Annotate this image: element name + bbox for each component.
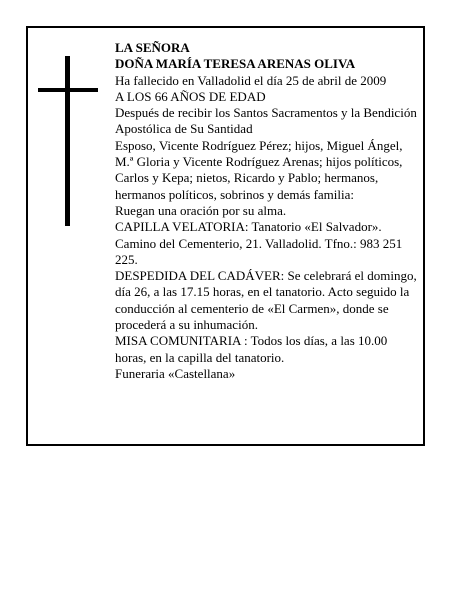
cross-vertical-bar [65, 56, 70, 226]
obituary-notice [26, 26, 425, 446]
cross-horizontal-bar [38, 88, 98, 92]
prayer-request: Ruegan una oración por su alma. [115, 202, 287, 218]
notice-heading: LA SEÑORA [115, 40, 190, 55]
funeral-home: Funeraria «Castellana» [115, 365, 236, 381]
mass-info: MISA COMUNITARIA : Todos los días, a las 10.00 horas, en la capilla del tanatorio. [115, 333, 388, 365]
death-statement: Ha fallecido en Valladolid el día 25 de abril de 2009 [115, 72, 387, 88]
chapel-info: CAPILLA VELATORIA: Tanatorio «El Salvador». Camino del Cementerio, 21. Valladolid. Tfno.: 983 251 225. [115, 219, 403, 267]
farewell-info: DESPEDIDA DEL CADÁVER: Se celebrará el domingo, día 26, a las 17.15 horas, en el tanatorio. Acto seguido la conducción al cementerio de «El Carmen», donde se procederá a su inhumación. [115, 268, 417, 333]
sacraments-statement: Después de recibir los Santos Sacramentos y la Bendición Apostólica de Su Santidad [115, 105, 417, 137]
family-list: Esposo, Vicente Rodríguez Pérez; hijos, Miguel Ángel, M.ª Gloria y Vicente Rodríguez Arenas; hijos políticos, Carlos y Kepa; nietos, Ricardo y Pablo; hermanos, hermanos políticos, sobrinos y demás familia: [115, 137, 403, 202]
age-statement: A LOS 66 AÑOS DE EDAD [115, 88, 266, 104]
cross-icon [38, 56, 98, 226]
notice-text [115, 40, 421, 382]
deceased-name: DOÑA MARÍA TERESA ARENAS OLIVA [115, 56, 356, 72]
